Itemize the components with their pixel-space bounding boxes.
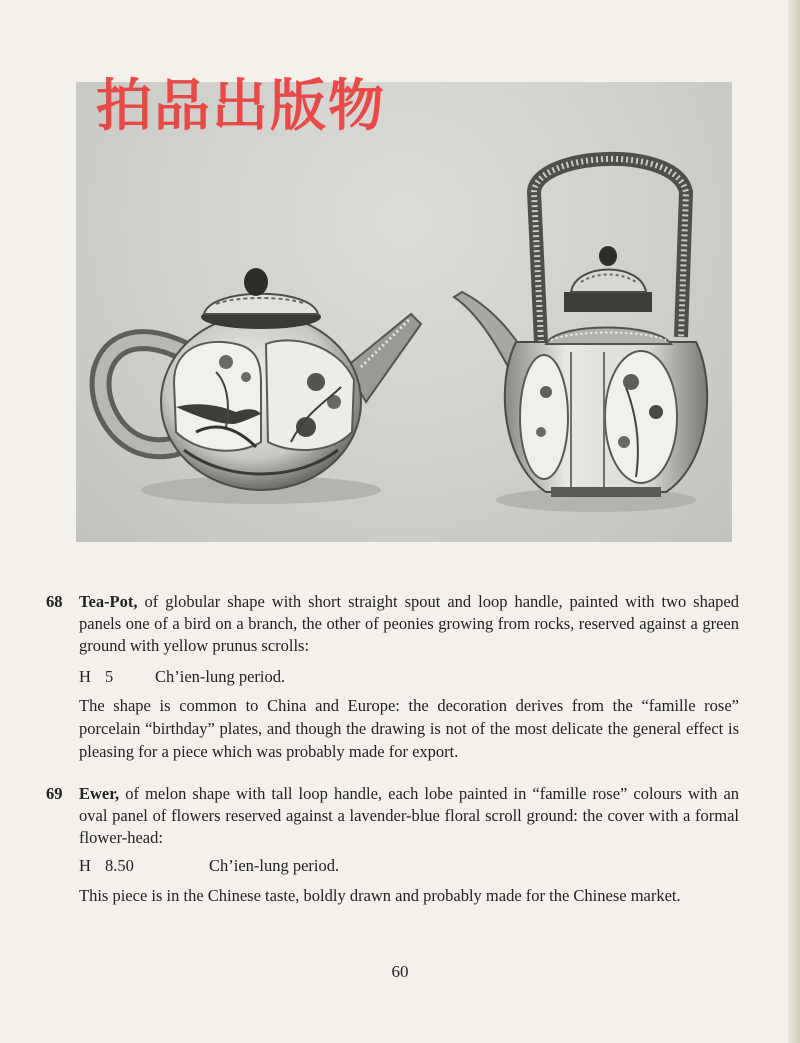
entry-number: 68	[46, 592, 63, 611]
object-photograph	[76, 82, 732, 542]
entry-description-text: of melon shape with tall loop handle, each lobe painted in “famille rose” colours with an oval panel of flowers reserved against a lavender-blue floral scroll ground: the cover with a formal flower-head:	[79, 784, 740, 847]
entry-number: 69	[46, 784, 63, 803]
ewer	[454, 159, 707, 497]
period: Ch’ien-lung period.	[155, 667, 286, 686]
height-label: H	[79, 667, 91, 686]
entry-title: Ewer,	[79, 784, 120, 803]
period: Ch’ien-lung period.	[209, 856, 340, 875]
height-value: 8.50	[105, 856, 134, 875]
entry-68-commentary: The shape is common to China and Europe: the decoration derives from the “famille rose” porcelain “birthday” plates, and though the drawing is not of the most delicate the general effect is pleasing for a piece which was probably made for export.	[79, 696, 739, 761]
teapot-and-ewer-illustration	[76, 82, 732, 542]
entry-description-text: of globular shape with short straight spout and loop handle, painted with two shaped panels one of a bird on a branch, the other of peonies growing from rocks, reserved against a green ground with yellow prunus scrolls:	[79, 592, 739, 655]
entry-title: Tea-Pot,	[79, 592, 138, 611]
entry-69-commentary: This piece is in the Chinese taste, boldly drawn and probably made for the Chinese market.	[79, 886, 681, 905]
height-value: 5	[105, 667, 114, 686]
watermark-stamp: 拍品出版物	[96, 74, 386, 139]
entry-68-spec	[79, 667, 285, 687]
entry-description	[79, 591, 739, 657]
entry-69-spec	[79, 856, 339, 876]
teapot	[101, 268, 421, 490]
height-label: H	[79, 856, 91, 875]
page-number: 60	[391, 962, 409, 981]
page-spine-shadow	[788, 0, 800, 1043]
entry-description	[79, 783, 739, 849]
